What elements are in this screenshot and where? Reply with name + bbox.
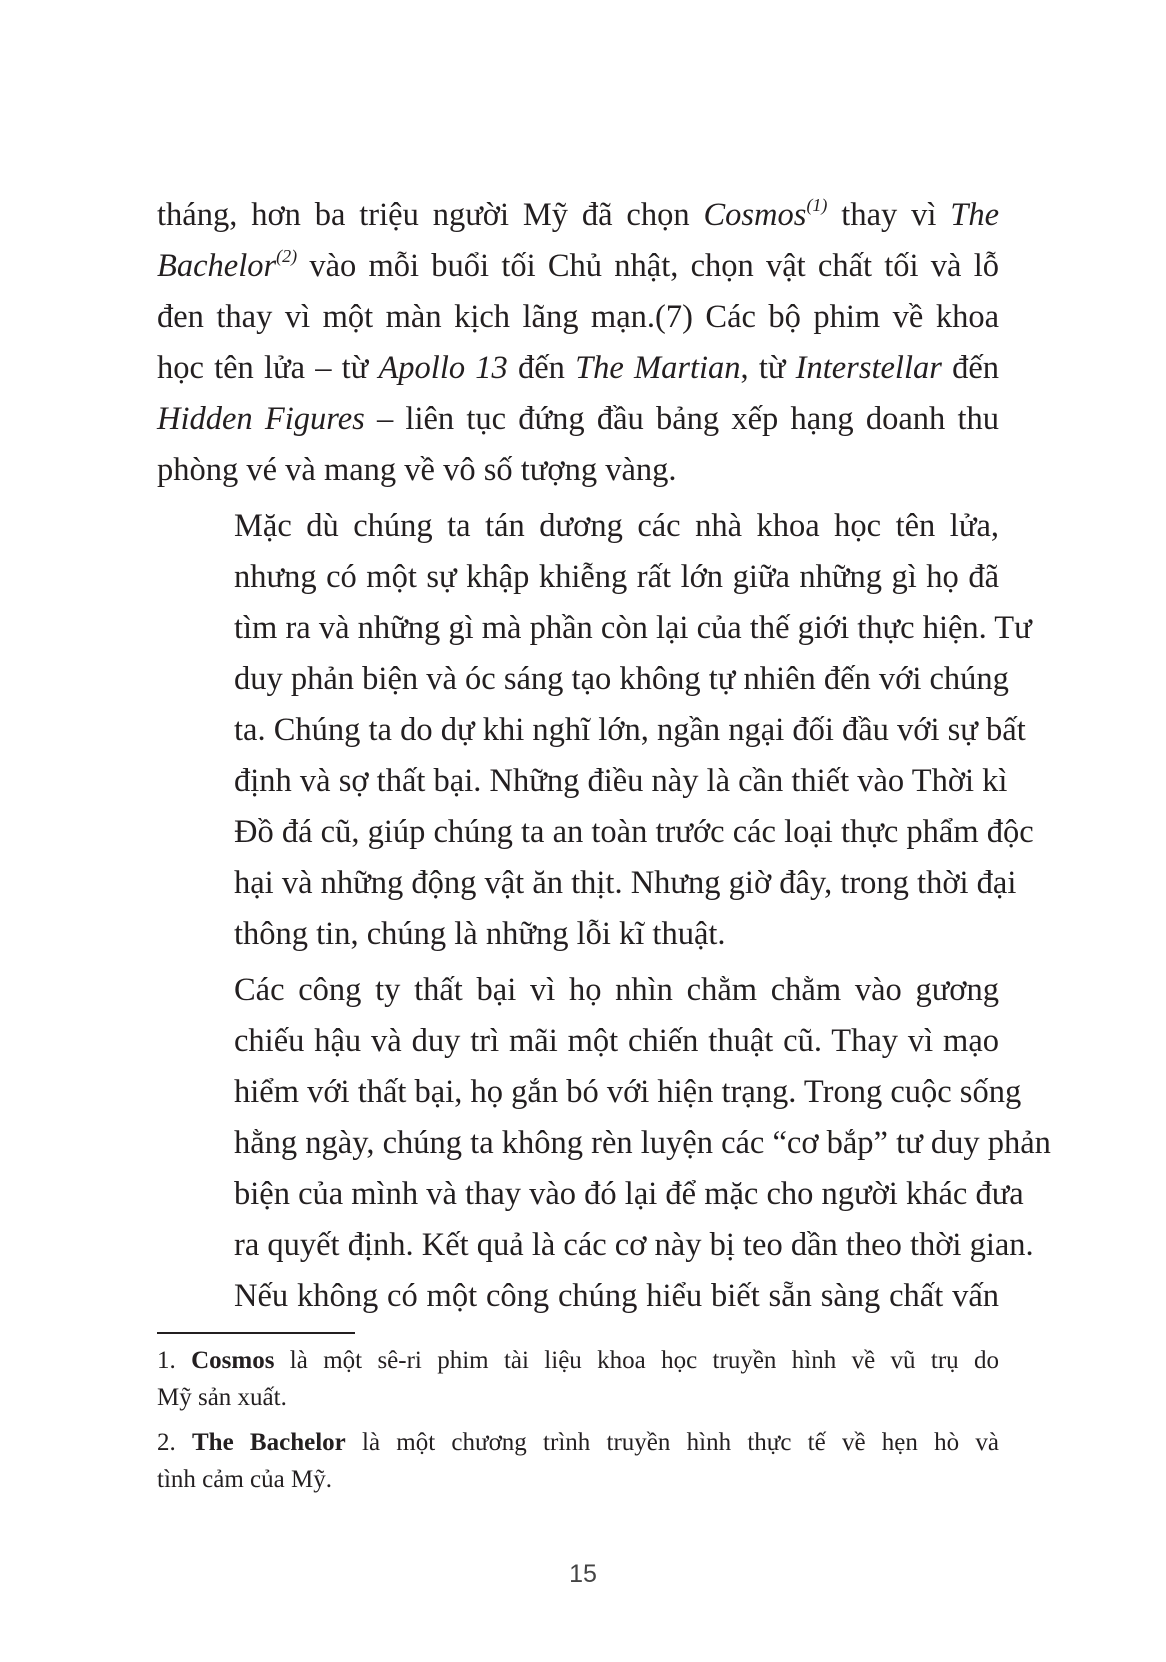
text-run: tìm ra và những gì mà phần còn lại của thế giới thực hiện. Tư — [234, 610, 1032, 646]
paragraph — [157, 190, 999, 496]
text-run: Mặc dù chúng ta tán dương các nhà khoa học tên lửa, — [234, 508, 999, 544]
page-number: 15 — [569, 1560, 597, 1588]
italic-title: The — [950, 197, 1000, 233]
paragraph-line — [157, 394, 999, 445]
text-run: biện của mình và thay vào đó lại để mặc cho người khác đưa — [234, 1176, 1024, 1212]
paragraph-line — [157, 241, 999, 292]
text-run: đến — [941, 350, 999, 386]
paragraph-line — [157, 807, 1034, 858]
paragraph-line — [157, 1169, 1024, 1220]
text-run: tình cảm của Mỹ. — [157, 1466, 332, 1493]
text-run: tháng, hơn ba triệu người Mỹ đã chọn — [157, 197, 704, 233]
text-run: đen thay vì một màn kịch lãng mạn.(7) Các bộ phim về khoa — [157, 299, 999, 335]
paragraph-line — [157, 552, 999, 603]
text-run: ra quyết định. Kết quả là các cơ này bị teo dần theo thời gian. — [234, 1227, 1034, 1263]
text-run: thay vì — [827, 197, 951, 233]
paragraph — [157, 501, 1034, 960]
paragraph-line — [157, 705, 1026, 756]
footnote-reference: (1) — [806, 195, 828, 215]
bold-term: The Bachelor — [192, 1429, 346, 1456]
text-run: chiếu hậu và duy trì mãi một chiến thuật cũ. Thay vì mạo — [234, 1023, 999, 1059]
footnote-line — [157, 1379, 999, 1416]
footnote-separator — [157, 1332, 355, 1334]
italic-title: Cosmos — [703, 197, 807, 233]
paragraph — [157, 965, 1051, 1322]
text-run: Đồ đá cũ, giúp chúng ta an toàn trước các loại thực phẩm độc — [234, 814, 1034, 850]
italic-title: Hidden Figures — [157, 401, 365, 437]
paragraph-line — [157, 1067, 1022, 1118]
footnote-line — [157, 1461, 999, 1498]
text-run: 1. — [157, 1347, 192, 1374]
text-run: hiểm với thất bại, họ gắn bó với hiện trạng. Trong cuộc sống — [234, 1074, 1022, 1110]
paragraph-line — [157, 756, 1008, 807]
paragraph-line — [157, 858, 1017, 909]
paragraph-line — [157, 965, 999, 1016]
text-run: định và sợ thất bại. Những điều này là cần thiết vào Thời kì — [234, 763, 1008, 799]
paragraph-line — [157, 1016, 999, 1067]
footnote — [157, 1424, 999, 1498]
text-run: , từ — [740, 350, 796, 386]
text-run: là một sê-ri phim tài liệu khoa học truyền hình về vũ trụ do — [274, 1347, 999, 1374]
text-run: nhưng có một sự khập khiễng rất lớn giữa những gì họ đã — [234, 559, 999, 595]
footnote-line — [157, 1424, 999, 1461]
text-run: 2. — [157, 1429, 192, 1456]
text-run: Nếu không có một công chúng hiểu biết sẵn sàng chất vấn — [234, 1278, 999, 1314]
paragraph-line — [157, 1220, 1034, 1271]
text-run: phòng vé và mang về vô số tượng vàng. — [157, 452, 677, 488]
italic-title: Bachelor — [157, 248, 277, 284]
italic-title: Interstellar — [795, 350, 942, 386]
text-run: – liên tục đứng đầu bảng xếp hạng doanh thu — [364, 401, 999, 437]
footnote-reference: (2) — [276, 246, 298, 266]
text-run: hại và những động vật ăn thịt. Nhưng giờ đây, trong thời đại — [234, 865, 1017, 901]
italic-title: Apollo 13 — [378, 350, 508, 386]
paragraph-line — [157, 1271, 999, 1322]
paragraph-line — [157, 445, 999, 496]
italic-title: The Martian — [575, 350, 741, 386]
text-run: thông tin, chúng là những lỗi kĩ thuật. — [234, 916, 726, 952]
text-run: Mỹ sản xuất. — [157, 1384, 287, 1411]
paragraph-line — [157, 343, 999, 394]
bold-term: Cosmos — [191, 1347, 275, 1374]
text-run: duy phản biện và óc sáng tạo không tự nhiên đến với chúng — [234, 661, 1009, 697]
text-run: vào mỗi buổi tối Chủ nhật, chọn vật chất tối và lỗ — [297, 248, 999, 284]
paragraph-line — [157, 190, 999, 241]
text-run: hằng ngày, chúng ta không rèn luyện các “cơ bắp” tư duy phản — [234, 1125, 1051, 1161]
paragraph-line — [157, 292, 999, 343]
body-text — [157, 190, 1051, 1322]
footnote — [157, 1342, 999, 1416]
paragraph-line — [157, 909, 999, 960]
text-run: ta. Chúng ta do dự khi nghĩ lớn, ngần ngại đối đầu với sự bất — [234, 712, 1026, 748]
paragraph-line — [157, 654, 1009, 705]
paragraph-line — [157, 501, 999, 552]
text-run: Các công ty thất bại vì họ nhìn chằm chằm vào gương — [234, 972, 999, 1008]
footnotes — [157, 1342, 999, 1498]
paragraph-line — [157, 1118, 1051, 1169]
text-run: là một chương trình truyền hình thực tế về hẹn hò và — [345, 1429, 999, 1456]
paragraph-line — [157, 603, 1032, 654]
text-run: học tên lửa – từ — [157, 350, 379, 386]
text-run: đến — [507, 350, 576, 386]
footnote-line — [157, 1342, 999, 1379]
